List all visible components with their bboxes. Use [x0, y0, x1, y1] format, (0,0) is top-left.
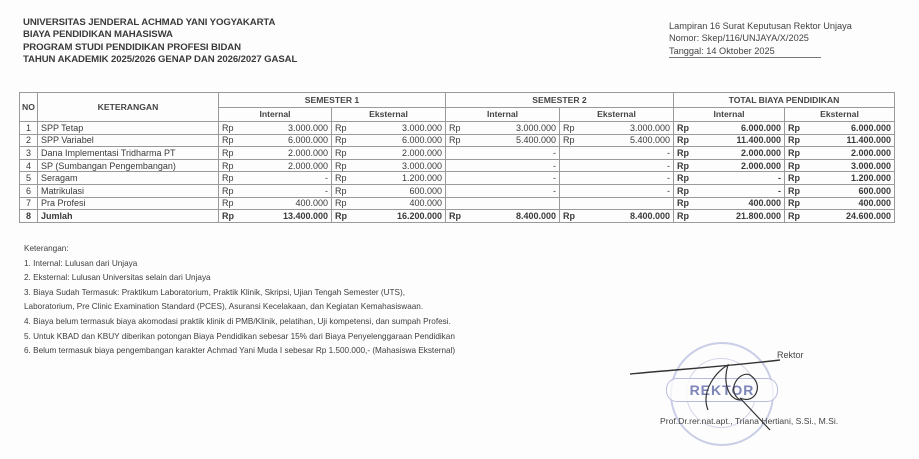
note-item: 6. Belum termasuk biaya pengembangan karakter Achmad Yani Muda I sebesar Rp 1.500.000,- (Mahasiswa Eksternal) [24, 346, 456, 356]
lampiran-text: Lampiran 16 Surat Keputusan Rektor Unjaya [669, 21, 852, 31]
amount-cell-s1-int [219, 184, 332, 197]
amount-value: 2.000.000 [740, 160, 781, 171]
document-header [23, 17, 297, 66]
currency-label: Rp [335, 135, 347, 146]
amount-value: 2.000.000 [850, 147, 891, 158]
currency-label: Rp [335, 160, 347, 171]
amount-cell-s1-ext [332, 184, 446, 197]
note-item: 3. Biaya Sudah Termasuk: Praktikum Laboratorium, Praktik Klinik, Skripsi, Ujian Tengah Semester (UTS), [24, 287, 406, 297]
notes-title: Keterangan: [24, 244, 69, 253]
academic-year: TAHUN AKADEMIK 2025/2026 GENAP DAN 2026/2027 GASAL [23, 53, 298, 65]
decree-reference [669, 20, 852, 58]
amount-value: 3.000.000 [401, 160, 442, 171]
currency-label: Rp [335, 185, 347, 196]
header-total: TOTAL BIAYA PENDIDIKAN [674, 93, 895, 108]
amount-value: - [667, 160, 670, 171]
amount-cell-t-ext [785, 210, 895, 223]
amount-cell-s1-ext [332, 172, 446, 185]
amount-cell-t-ext [785, 122, 895, 135]
amount-value: 11.400.000 [846, 135, 891, 146]
amount-cell-s2-ext [560, 172, 674, 185]
stamp-label: REKTOR [666, 378, 778, 402]
amount-cell-s2-ext [560, 159, 674, 172]
amount-cell-s2-int [446, 197, 560, 210]
amount-value: - [553, 185, 556, 196]
currency-label: Rp [222, 198, 234, 209]
currency-label: Rp [222, 147, 234, 158]
signature-block [630, 330, 910, 440]
table-row [20, 122, 895, 135]
currency-label: Rp [563, 210, 575, 221]
amount-value: 16.200.000 [396, 210, 442, 221]
table-row [20, 147, 895, 160]
currency-label: Rp [677, 198, 689, 209]
currency-label: Rp [449, 122, 461, 133]
currency-label: Rp [335, 122, 347, 133]
amount-cell-s2-ext [560, 184, 674, 197]
currency-label: Rp [677, 160, 689, 171]
note-item: 2. Eksternal: Lulusan Universitas selain dari Unjaya [24, 273, 211, 283]
table-row [20, 184, 895, 197]
amount-value: 6.000.000 [287, 135, 328, 146]
currency-label: Rp [788, 198, 800, 209]
header-semester-1: SEMESTER 1 [219, 93, 446, 108]
currency-label: Rp [563, 135, 575, 146]
total-row [20, 210, 895, 223]
header-s2-eksternal: Eksternal [560, 107, 674, 122]
amount-cell-s1-int [219, 172, 332, 185]
amount-value: 3.000.000 [287, 122, 328, 133]
currency-label: Rp [788, 147, 800, 158]
currency-label: Rp [335, 198, 347, 209]
currency-label: Rp [335, 173, 347, 184]
amount-value: 6.000.000 [401, 135, 442, 146]
row-number: 5 [20, 172, 38, 185]
currency-label: Rp [788, 135, 800, 146]
amount-cell-s2-int [446, 210, 560, 223]
currency-label: Rp [788, 122, 800, 133]
amount-value: 3.000.000 [515, 122, 556, 133]
amount-cell-s2-ext [560, 122, 674, 135]
tanggal-text: Tanggal: 14 Oktober 2025 [669, 45, 821, 58]
amount-cell-t-int [674, 184, 785, 197]
amount-cell-s1-int [219, 210, 332, 223]
amount-value: - [553, 147, 556, 158]
amount-value: 600.000 [858, 185, 891, 196]
university-name: UNIVERSITAS JENDERAL ACHMAD YANI YOGYAKARTA [23, 17, 276, 28]
amount-value: - [778, 173, 781, 184]
row-item: SPP Tetap [38, 122, 219, 135]
amount-cell-s1-ext [332, 134, 446, 147]
amount-cell-s2-int [446, 147, 560, 160]
amount-value: 400.000 [295, 198, 328, 209]
header-s1-eksternal: Eksternal [332, 107, 446, 122]
row-number: 4 [20, 159, 38, 172]
amount-value: 1.200.000 [850, 173, 891, 184]
amount-cell-t-ext [785, 147, 895, 160]
amount-value: 600.000 [409, 185, 442, 196]
row-item: Seragam [38, 172, 219, 185]
amount-value: 3.000.000 [629, 122, 670, 133]
currency-label: Rp [222, 122, 234, 133]
amount-cell-s2-ext [560, 197, 674, 210]
currency-label: Rp [222, 160, 234, 171]
amount-value: 21.800.000 [735, 210, 781, 221]
currency-label: Rp [788, 185, 800, 196]
row-item: SP (Sumbangan Pengembangan) [38, 159, 219, 172]
amount-cell-t-int [674, 172, 785, 185]
amount-cell-s1-ext [332, 197, 446, 210]
amount-cell-s1-ext [332, 122, 446, 135]
amount-cell-t-int [674, 197, 785, 210]
amount-value: 5.400.000 [629, 135, 670, 146]
table-row [20, 197, 895, 210]
amount-value: 24.600.000 [845, 210, 891, 221]
signer-name: Prof.Dr.rer.nat.apt., Triana Hertiani, S.Si., M.Si. [660, 416, 839, 426]
amount-cell-s1-int [219, 197, 332, 210]
currency-label: Rp [788, 160, 800, 171]
table-row [20, 134, 895, 147]
amount-cell-s1-ext [332, 159, 446, 172]
header-total-internal: Internal [674, 107, 785, 122]
amount-cell-t-ext [785, 172, 895, 185]
header-semester-2: SEMESTER 2 [446, 93, 674, 108]
currency-label: Rp [677, 173, 689, 184]
amount-value: - [667, 173, 670, 184]
row-number: 2 [20, 134, 38, 147]
currency-label: Rp [449, 135, 461, 146]
currency-label: Rp [222, 210, 234, 221]
row-item: SPP Variabel [38, 134, 219, 147]
note-item: 1. Internal: Lulusan dari Unjaya [24, 258, 138, 268]
amount-cell-s2-int [446, 122, 560, 135]
currency-label: Rp [563, 122, 575, 133]
currency-label: Rp [222, 135, 234, 146]
row-number: 7 [20, 197, 38, 210]
amount-value: - [553, 160, 556, 171]
amount-cell-t-int [674, 159, 785, 172]
amount-value: - [778, 185, 781, 196]
amount-value: 400.000 [858, 198, 891, 209]
note-item: Laboratorium, Pre Clinic Examination Standard (PCES), Asuransi Kecelakaan, dan Kegiatan Kemahasiswaan. [24, 302, 424, 312]
amount-value: 2.000.000 [287, 160, 328, 171]
amount-value: 5.400.000 [515, 135, 556, 146]
amount-cell-s1-ext [332, 210, 446, 223]
notes-section [24, 242, 455, 359]
table-row [20, 172, 895, 185]
amount-value: - [325, 185, 328, 196]
header-s1-internal: Internal [219, 107, 332, 122]
amount-value: 3.000.000 [401, 122, 442, 133]
amount-cell-t-ext [785, 197, 895, 210]
currency-label: Rp [335, 147, 347, 158]
amount-cell-t-ext [785, 159, 895, 172]
currency-label: Rp [335, 210, 347, 221]
amount-value: 6.000.000 [740, 122, 781, 133]
amount-value: 400.000 [748, 198, 781, 209]
header-keterangan: KETERANGAN [38, 93, 219, 122]
amount-cell-t-ext [785, 134, 895, 147]
currency-label: Rp [449, 210, 461, 221]
document-title: BIAYA PENDIDIKAN MAHASISWA [23, 29, 173, 41]
amount-cell-s1-int [219, 159, 332, 172]
note-item: 4. Biaya belum termasuk biaya akomodasi praktik klinik di PMB/Klinik, pelatihan, Uji kompetensi, dan sumpah Profesi. [24, 316, 451, 326]
currency-label: Rp [788, 173, 800, 184]
amount-value: - [553, 173, 556, 184]
currency-label: Rp [677, 210, 689, 221]
currency-label: Rp [677, 135, 689, 146]
amount-value: 3.000.000 [850, 160, 891, 171]
amount-cell-s2-ext [560, 210, 674, 223]
amount-cell-s1-int [219, 134, 332, 147]
amount-cell-s2-int [446, 184, 560, 197]
row-number: 6 [20, 184, 38, 197]
header-total-eksternal: Eksternal [785, 107, 895, 122]
fee-table [19, 92, 895, 223]
amount-cell-s2-int [446, 159, 560, 172]
amount-cell-t-ext [785, 184, 895, 197]
program-name: PROGRAM STUDI PENDIDIKAN PROFESI BIDAN [23, 41, 241, 53]
currency-label: Rp [222, 185, 234, 196]
amount-cell-s1-int [219, 122, 332, 135]
currency-label: Rp [677, 185, 689, 196]
amount-value: - [667, 185, 670, 196]
amount-cell-s1-int [219, 147, 332, 160]
amount-value: 2.000.000 [287, 147, 328, 158]
amount-cell-s1-ext [332, 147, 446, 160]
header-s2-internal: Internal [446, 107, 560, 122]
amount-value: - [667, 147, 670, 158]
amount-value: 2.000.000 [740, 147, 781, 158]
row-item: Dana Implementasi Tridharma PT [38, 147, 219, 160]
currency-label: Rp [222, 173, 234, 184]
amount-value: 11.400.000 [736, 135, 781, 146]
amount-value: 6.000.000 [850, 122, 891, 133]
nomor-text: Nomor: Skep/116/UNJAYA/X/2025 [669, 33, 809, 44]
amount-cell-s2-int [446, 134, 560, 147]
amount-value: 400.000 [409, 198, 442, 209]
amount-cell-s2-ext [560, 134, 674, 147]
amount-value: 2.000.000 [401, 147, 442, 158]
amount-cell-s2-int [446, 172, 560, 185]
currency-label: Rp [677, 147, 689, 158]
row-item: Pra Profesi [38, 197, 219, 210]
amount-cell-s2-ext [560, 147, 674, 160]
row-number: 3 [20, 147, 38, 160]
currency-label: Rp [788, 210, 800, 221]
amount-value: 13.400.000 [282, 210, 328, 221]
row-number: 8 [20, 210, 38, 223]
row-item: Matrikulasi [38, 184, 219, 197]
signature-title: Rektor [777, 350, 804, 360]
amount-cell-t-int [674, 147, 785, 160]
header-no: NO [20, 93, 38, 122]
note-item: 5. Untuk KBAD dan KBUY diberikan potongan Biaya Pendidikan sebesar 15% dari Biaya Penyelenggaraan Pendidikan [24, 331, 455, 341]
amount-value: 8.400.000 [515, 210, 556, 221]
amount-cell-t-int [674, 122, 785, 135]
amount-cell-t-int [674, 210, 785, 223]
table-row [20, 159, 895, 172]
amount-cell-t-int [674, 134, 785, 147]
amount-value: 1.200.000 [401, 173, 442, 184]
row-number: 1 [20, 122, 38, 135]
amount-value: - [325, 173, 328, 184]
amount-value: 8.400.000 [629, 210, 670, 221]
row-item: Jumlah [38, 210, 219, 223]
currency-label: Rp [677, 122, 689, 133]
